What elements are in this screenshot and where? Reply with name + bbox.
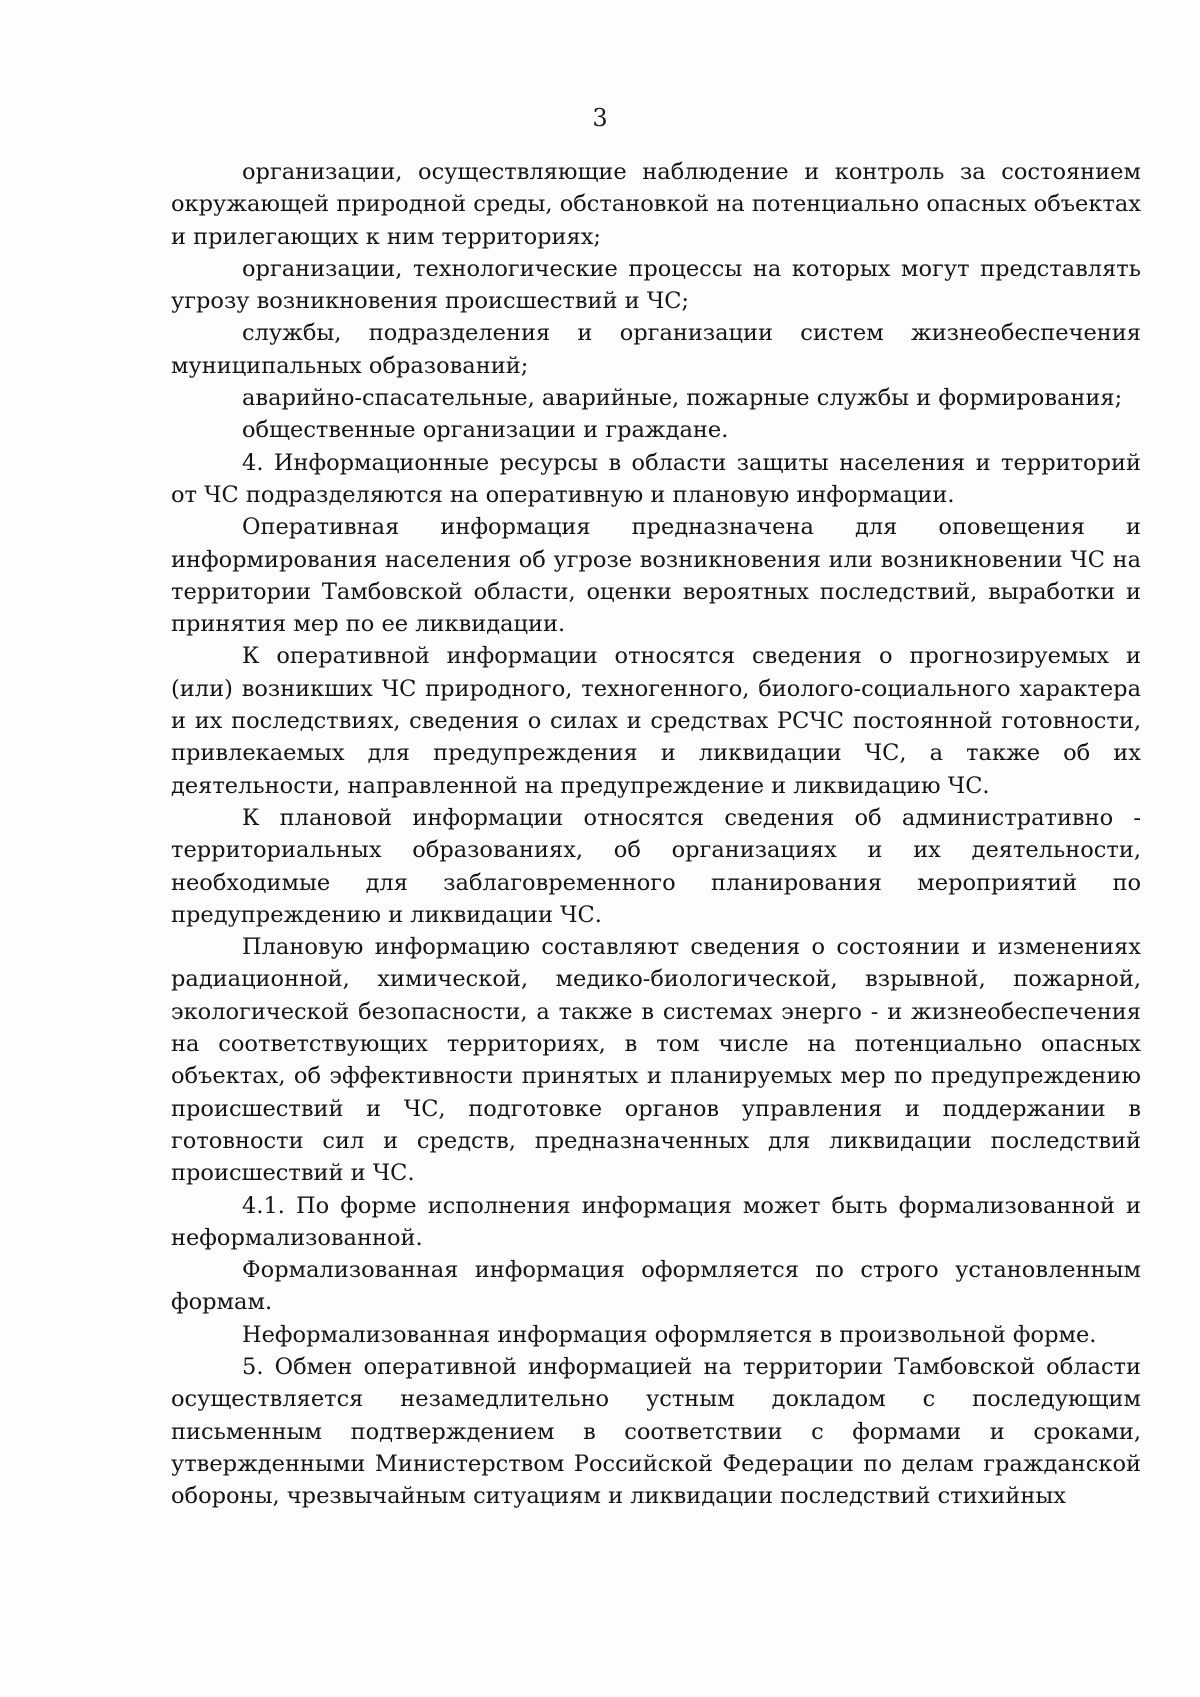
- paragraph-planned-info-composition: Плановую информацию составляют сведения о состоянии и изменениях радиационной, химической, медико-биологической, взрывной, пожарной, экологической безопасности, а также в системах энерго - и жизнеобеспечения на соответствующих территориях, в том числе на потенциально опасных объектах, об эффективности принятых и планируемых мер по предупреждению происшествий и ЧС, подготовке органов управления и поддержании в готовности сил и средств, предназначенных для ликвидации последствий происшествий и ЧС.: [171, 934, 1141, 1187]
- paragraph-planned-info-contents: К плановой информации относятся сведения об административно - территориальных образованиях, об организациях и их деятельности, необходимые для заблаговременного планирования мероприятий по предупреждению и ликвидации ЧС.: [171, 804, 1141, 928]
- paragraph-operational-info-contents: К оперативной информации относятся сведения о прогнозируемых и (или) возникших ЧС природного, техногенного, биолого-социального характера и их последствиях, сведения о силах и средствах РСЧС постоянной готовности, привлекаемых для предупреждения и ликвидации ЧС, а также об их деятельности, направленной на предупреждение и ликвидацию ЧС.: [171, 643, 1141, 799]
- document-body: [171, 156, 1141, 1512]
- paragraph-section-4: 4. Информационные ресурсы в области защиты населения и территорий от ЧС подразделяются на оперативную и плановую информации.: [171, 449, 1141, 508]
- paragraph-section-4-1: 4.1. По форме исполнения информация может быть формализованной и неформализованной.: [171, 1192, 1141, 1251]
- paragraph-rescue-services: аварийно-спасательные, аварийные, пожарные службы и формирования;: [242, 385, 1123, 412]
- paragraph-public-organizations: общественные организации и граждане.: [242, 417, 729, 444]
- paragraph-formalized-info: Формализованная информация оформляется по строго установленным формам.: [171, 1257, 1141, 1316]
- paragraph-unformalized-info: Неформализованная информация оформляется в произвольной форме.: [242, 1321, 1097, 1348]
- paragraph-life-support-services: службы, подразделения и организации систем жизнеобеспечения муниципальных образований;: [171, 320, 1141, 379]
- paragraph-monitoring-organizations: организации, осуществляющие наблюдение и контроль за состоянием окружающей природной среды, обстановкой на потенциально опасных объектах и прилегающих к ним территориях;: [171, 159, 1141, 250]
- paragraph-section-5: 5. Обмен оперативной информацией на территории Тамбовской области осуществляется незамедлительно устным докладом с последующим письменным подтверждением в соответствии с формами и сроками, утвержденными Министерством Российской Федерации по делам гражданской обороны, чрезвычайным ситуациям и ликвидации последствий стихийных: [171, 1353, 1141, 1510]
- page-number: 3: [592, 104, 608, 132]
- paragraph-operational-info-purpose: Оперативная информация предназначена для оповещения и информирования населения об угрозе возникновения или возникновении ЧС на территории Тамбовской области, оценки вероятных последствий, выработки и принятия мер по ее ликвидации.: [171, 514, 1141, 638]
- paragraph-hazardous-process-organizations: организации, технологические процессы на которых могут представлять угрозу возникновения происшествий и ЧС;: [171, 255, 1141, 315]
